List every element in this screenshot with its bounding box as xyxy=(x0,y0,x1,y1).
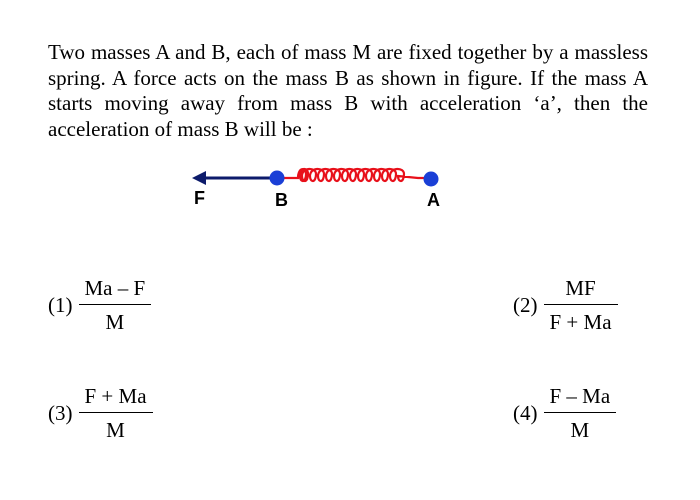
denominator: M xyxy=(105,310,125,334)
label-b: B xyxy=(275,190,288,210)
question-text: Two masses A and B, each of mass M are fixed together by a massless spring. A force acts on the mass B as shown in figure. If the mass A starts moving away from mass B with acceleration ‘a’, then the acceleration of mass B will be : xyxy=(48,40,648,141)
denominator: M xyxy=(570,418,590,442)
fraction xyxy=(79,384,153,443)
option-number: (1) xyxy=(48,293,73,317)
force-arrow-head xyxy=(192,171,206,185)
option-number: (4) xyxy=(513,401,538,425)
option-4[interactable] xyxy=(513,384,616,443)
numerator: F – Ma xyxy=(549,384,611,408)
spring xyxy=(277,169,430,181)
numerator: MF xyxy=(565,276,596,300)
option-1[interactable] xyxy=(48,276,151,335)
denominator: F + Ma xyxy=(549,310,612,334)
fraction xyxy=(79,276,152,335)
label-f: F xyxy=(194,188,205,208)
spring-mass-figure xyxy=(180,158,470,218)
option-number: (3) xyxy=(48,401,73,425)
option-2[interactable] xyxy=(513,276,618,335)
mass-b xyxy=(270,171,285,186)
mass-a xyxy=(424,172,439,187)
denominator: M xyxy=(106,418,125,442)
fraction xyxy=(544,276,618,335)
fraction xyxy=(544,384,617,443)
option-3[interactable] xyxy=(48,384,153,443)
numerator: F + Ma xyxy=(84,384,147,408)
numerator: Ma – F xyxy=(84,276,146,300)
label-a: A xyxy=(427,190,440,210)
option-number: (2) xyxy=(513,293,538,317)
